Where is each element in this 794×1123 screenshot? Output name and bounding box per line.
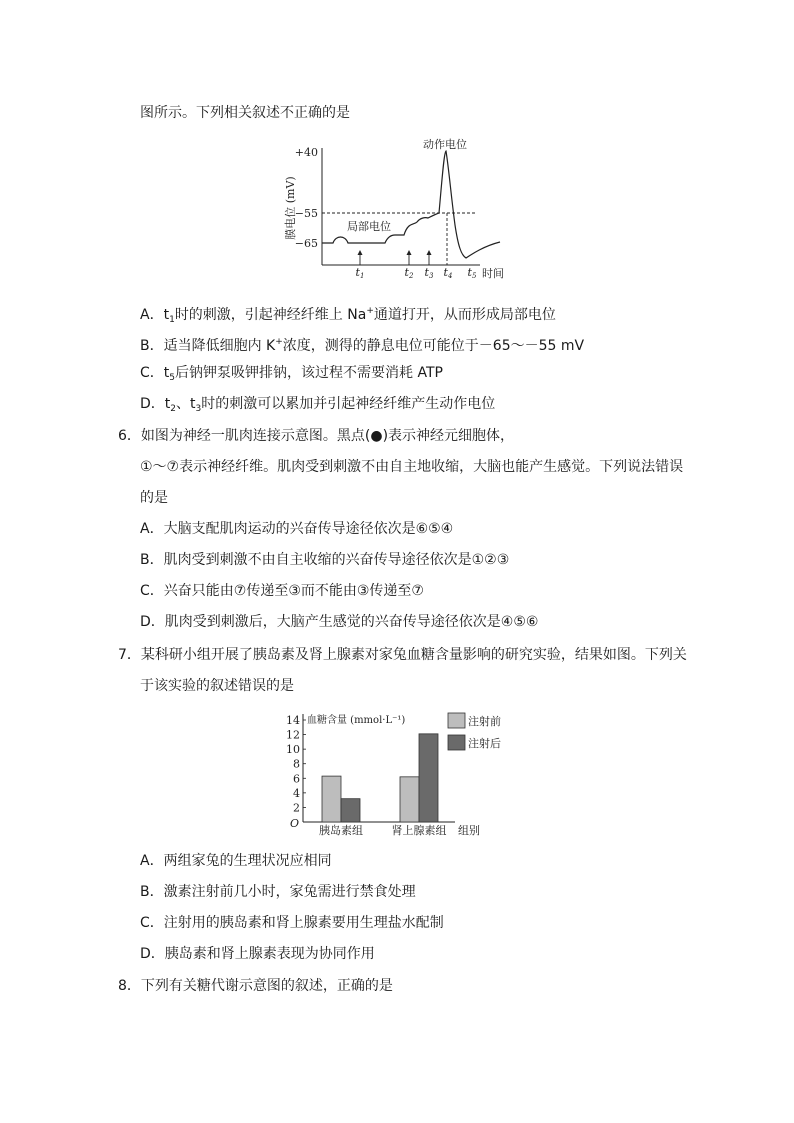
legend-label-2: 注射后 (468, 737, 501, 750)
origin-label: O (289, 817, 299, 830)
local-potential-label: 局部电位 (347, 220, 391, 233)
q7-option-b: B．激素注射前几小时，家兔需进行禁食处理 (140, 884, 416, 900)
y-tick-plus40: +40 (294, 146, 318, 159)
x-tick-t3: t3 (424, 266, 434, 280)
y-tick-label-6: 6 (293, 772, 300, 786)
action-potential-label: 动作电位 (423, 138, 467, 151)
x-tick-t1: t1 (355, 266, 365, 280)
q6-option-b: B．肌肉受到刺激不由自主收缩的兴奋传导途径依次是①②③ (140, 552, 510, 568)
stimulus-arrow-t1 (358, 250, 363, 265)
y-axis-label: 膜电位 (mV) (284, 176, 297, 240)
q6-option-d: D．肌肉受到刺激后，大脑产生感觉的兴奋传导途径依次是④⑤⑥ (140, 614, 539, 630)
q7-option-d: D．胰岛素和肾上腺素表现为协同作用 (140, 946, 375, 962)
y-tick-minus65: −65 (294, 237, 318, 250)
q7-stem-line1: 7．某科研小组开展了胰岛素及肾上腺素对家兔血糖含量影响的研究实验，结果如图。下列关 (118, 647, 687, 663)
q7-stem-line2: 于该实验的叙述错误的是 (140, 678, 294, 694)
legend-swatch-2 (448, 735, 465, 750)
q5-option-d: D．$t_2$、$t_3$时的刺激可以累加并引起神经纤维产生动作电位 (140, 396, 496, 414)
stimulus-arrow-t3 (427, 250, 432, 265)
y-tick-label-14: 14 (286, 714, 300, 727)
stimulus-arrow-t2 (407, 250, 412, 265)
y-axis-label: 血糖含量 (mmol·L⁻¹) (307, 715, 406, 726)
q6-stem-line3: 的是 (140, 490, 168, 506)
y-tick-label-4: 4 (293, 786, 300, 800)
q6-option-a: A．大脑支配肌肉运动的兴奋传导途径依次是⑥⑤④ (140, 521, 454, 537)
q5-option-b: B．适当降低细胞内 K+浓度，测得的静息电位可能位于－65～－55 mV (140, 337, 585, 354)
y-tick-label-10: 10 (286, 743, 300, 757)
category-label-1: 胰岛素组 (319, 824, 363, 837)
y-tick-minus55: −55 (294, 207, 318, 220)
y-tick-label-8: 8 (293, 757, 300, 771)
legend-swatch-1 (448, 713, 465, 728)
category-label-2: 肾上腺素组 (391, 824, 447, 837)
bar-2-1 (400, 777, 419, 822)
q8-stem: 8．下列有关糖代谢示意图的叙述，正确的是 (118, 978, 393, 994)
q5-option-a: A．$t_1$时的刺激，引起神经纤维上 Na+通道打开，从而形成局部电位 (140, 306, 556, 325)
q6-stem-line1: 6．如图为神经一肌肉连接示意图。黑点(●)表示神经元细胞体， (118, 428, 515, 444)
blood-sugar-bar-chart (0, 705, 794, 845)
question5-stem-end: 图所示。下列相关叙述不正确的是 (140, 105, 350, 121)
bar-1-2 (341, 799, 360, 822)
x-tick-t5: t5 (467, 266, 477, 280)
bar-2-2 (419, 734, 438, 822)
y-tick-label-2: 2 (293, 801, 300, 815)
y-tick-label-12: 12 (286, 728, 300, 742)
q5-option-c: C．$t_5$后钠钾泵吸钾排钠，该过程不需要消耗 ATP (140, 365, 443, 383)
q6-stem-line2: ①～⑦表示神经纤维。肌肉受到刺激不由自主地收缩，大脑也能产生感觉。下列说法错误 (140, 459, 684, 475)
q7-option-c: C．注射用的胰岛素和肾上腺素要用生理盐水配制 (140, 915, 444, 931)
legend-label-1: 注射前 (468, 715, 501, 728)
x-axis-label: 时间 (482, 267, 504, 280)
potential-curve (322, 151, 500, 258)
x-tick-t2: t2 (404, 266, 414, 280)
x-tick-t4: t4 (443, 266, 453, 280)
q6-option-c: C．兴奋只能由⑦传递至③而不能由③传递至⑦ (140, 583, 424, 599)
x-axis-label: 组别 (458, 824, 480, 837)
q7-option-a: A．两组家兔的生理状况应相同 (140, 853, 332, 869)
bar-1-1 (322, 776, 341, 822)
